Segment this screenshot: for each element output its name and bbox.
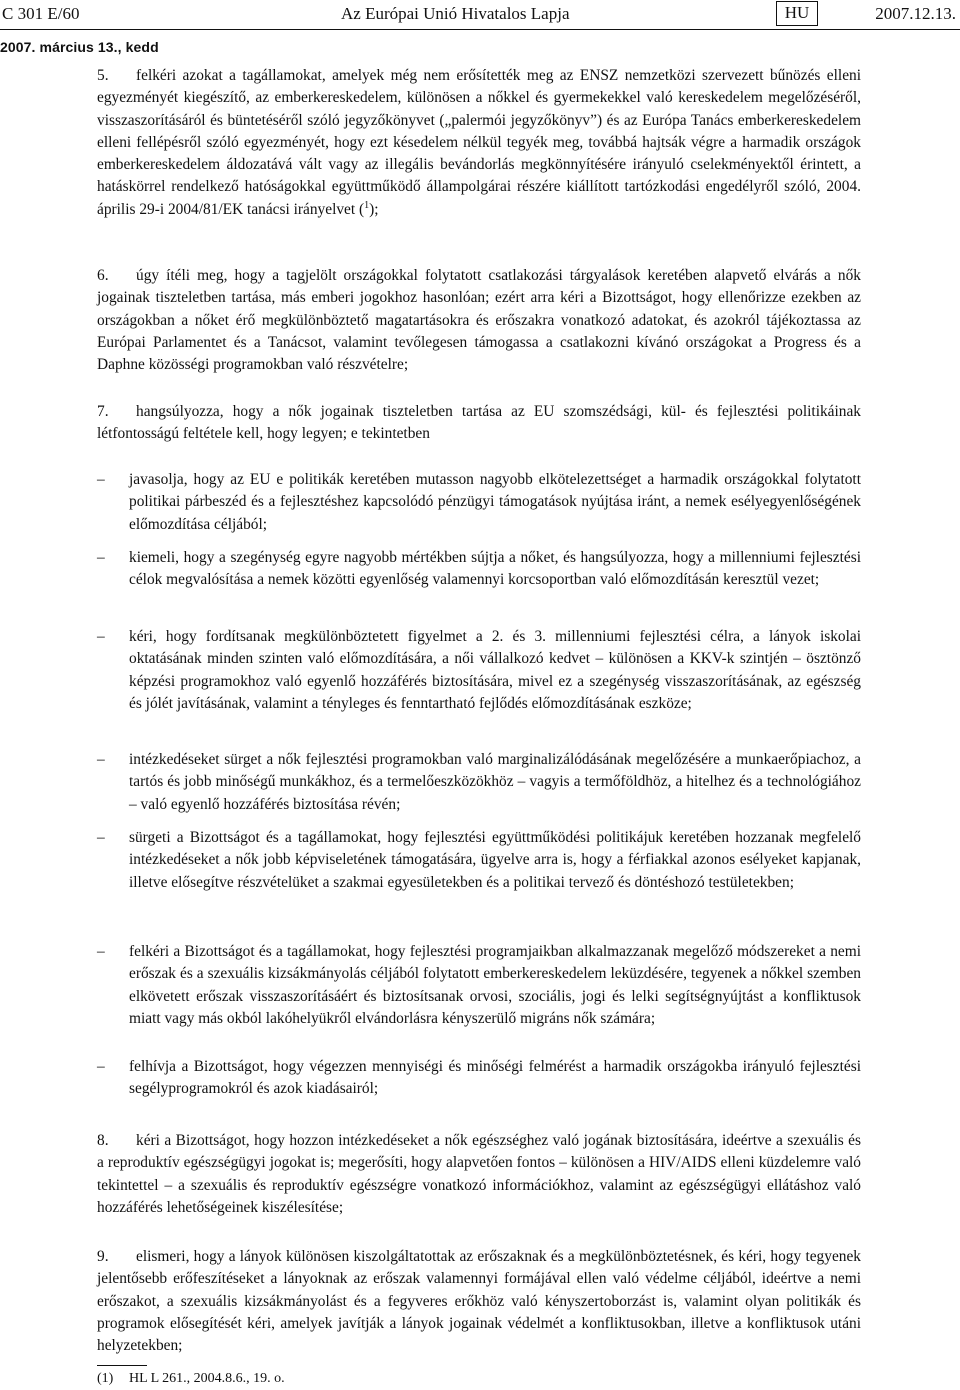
- dash-marker: –: [97, 628, 105, 645]
- language-badge: HU: [776, 1, 818, 26]
- paragraph-text: kéri a Bizottságot, hogy hozzon intézkedéseket a nők egészséghez való jogának biztosítására, ideértve a szexuális és a reproduktív egészségügyi jogokat is; megerősíti, hogy alapvetően fontos – különösen a HIV/AIDS elleni küzdelemre való tekintettel – a szexuális és reproduktív egészségre vonatkozó információkhoz, valamint az egészségügyi ellátáshoz való hozzáférés lehetőségeinek kiszélesítése;: [97, 1132, 861, 1216]
- paragraph-number: 5.: [97, 67, 109, 84]
- paragraph-text: úgy ítéli meg, hogy a tagjelölt országokkal folytatott csatlakozási tárgyalások keretében alapvető elvárás a nők jogainak tiszteletben tartása, más emberi jogokhoz hasonlóan; ezért arra kéri a Bizottságot, hogy ellenőrizze ezekben az országokban a nőket érő megkülönböztető magatartásokra és erőszakra vonatkozó adatokat, és azokról tájékoztassa az Európai Parlamentet és a Tanácsot, valamint tevőlegesen támogassa a csatlakozni kívánó országokat a Progress és a Daphne közösségi programokban való részvételre;: [97, 267, 861, 374]
- paragraph-5: [97, 65, 861, 221]
- paragraph-number: 9.: [97, 1248, 109, 1265]
- dash-item: [97, 547, 861, 592]
- dash-item: [97, 1056, 861, 1101]
- session-date: 2007. március 13., kedd: [0, 39, 159, 55]
- paragraph-tail: );: [369, 200, 379, 218]
- footnote-text: HL L 261., 2004.8.6., 19. o.: [129, 1371, 285, 1386]
- paragraph-7: [97, 401, 861, 446]
- paragraph-8: [97, 1130, 861, 1219]
- dash-marker: –: [97, 549, 105, 566]
- dash-marker: –: [97, 751, 105, 768]
- dash-marker: –: [97, 471, 105, 488]
- paragraph-9: [97, 1246, 861, 1357]
- oj-reference: C 301 E/60: [2, 4, 80, 23]
- dash-marker: –: [97, 943, 105, 960]
- paragraph-number: 6.: [97, 267, 109, 284]
- dash-text: felhívja a Bizottságot, hogy végezzen mennyiségi és minőségi felmérést a harmadik országokba irányuló fejlesztési segélyprogramokról és azok kiadásairól;: [129, 1058, 861, 1098]
- header-rule: [0, 29, 960, 30]
- paragraph-text: hangsúlyozza, hogy a nők jogainak tiszteletben tartása az EU szomszédsági, kül- és fejlesztési politikáinak létfontosságú feltétele kell, hogy legyen; e tekintetben: [97, 403, 861, 443]
- paragraph-text: elismeri, hogy a lányok különösen kiszolgáltatottak az erőszaknak és a megkülönböztetésnek, és kéri, hogy tegyenek jelentősebb erőfeszítéseket a lányoknak az erőszak valamennyi formájával ellen való védelme céljából, ideértve a nemi erőszakot, a szexuális kizsákmányolást és a fegyveres erőkhöz való kényszertoborzást is, valamint olyan politikák és programok elősegítését kéri, amelyek javítják a lányok jogainak védelmét a konfliktusokban, illetve a konfliktusok utáni helyzetekben;: [97, 1248, 861, 1355]
- dash-marker: –: [97, 1058, 105, 1075]
- dash-text: felkéri a Bizottságot és a tagállamokat, hogy fejlesztési programjaikban alkalmazzanak megelőző módszereket a nemi erőszak és a szexuális kizsákmányolás céljából folytatott emberkereskedelem leküzdésére, tegyenek a nőkkel szemben elkövetett erőszak visszaszorításáért és biztosítsanak orvosi, szociális, jogi és lelki segítségnyújtást a konfliktusok miatt vagy más okból lakóhelyükről elvándorlásra kényszerülő migráns nők számára;: [129, 943, 861, 1027]
- dash-item: [97, 827, 861, 894]
- paragraph-6: [97, 265, 861, 376]
- dash-text: kiemeli, hogy a szegénység egyre nagyobb mértékben sújtja a nőket, és hangsúlyozza, hogy a millenniumi fejlesztési célok megvalósítása a nemek közötti egyenlőség valamennyi korcsoportban való előmozdításán keresztül vezet;: [129, 549, 861, 589]
- dash-text: javasolja, hogy az EU e politikák keretében mutasson nagyobb elkötelezettséget a harmadik országokkal folytatott politikai párbeszéd és a fejlesztéshez kapcsolódó pénzügyi támogatások nyújtása iránt, a nemek esélyegyenlőségének előmozdítása céljából;: [129, 471, 861, 533]
- dash-item: [97, 749, 861, 816]
- dash-marker: –: [97, 829, 105, 846]
- paragraph-number: 7.: [97, 403, 109, 420]
- footnote-ref[interactable]: 1: [364, 199, 370, 211]
- dash-item: [97, 941, 861, 1030]
- footnote-rule: [97, 1365, 147, 1366]
- footnote-number: (1): [97, 1371, 114, 1386]
- journal-title: Az Európai Unió Hivatalos Lapja: [341, 4, 570, 23]
- dash-text: sürgeti a Bizottságot és a tagállamokat, hogy fejlesztési együttműködési politikájuk keretében hozzanak megfelelő intézkedéseket a nők jobb képviseletének támogatására, ügyelve arra is, hogy a férfiakkal azonos esélyeket kapjanak, illetve elősegítve részvételüket a szakmai egyesületekben és a politikai tervező és döntéshozó testületekben;: [129, 829, 861, 891]
- paragraph-text: felkéri azokat a tagállamokat, amelyek még nem erősítették meg az ENSZ nemzetközi szervezett bűnözés elleni egyezményét kiegészítő, az emberkereskedelem, különösen a nőkkel és gyermekekkel való kereskedelem megelőzéséről, visszaszorításáról és büntetéséről szóló jegyzőkönyvet („palermói jegyzőkönyv”) és az Európa Tanács emberkereskedelem elleni fellépésről szóló egyezményét, hogy ezt késedelem nélkül tegyék meg, továbbá hajtsák végre a harmadik országok emberkereskedelem áldozatává vált vagy az illegális bevándorlás megkönnyítésére irányuló cselekményektől érintett, a hatáskörrel rendelkező hatóságokkal együttműködő állampolgárai részére kiállított tartózkodási engedélyről szóló, 2004. április 29-i 2004/81/EK tanácsi irányelvet (: [97, 67, 861, 218]
- publication-date: 2007.12.13.: [875, 4, 956, 23]
- footnote: [97, 1369, 285, 1388]
- page-header: [0, 0, 960, 28]
- dash-text: intézkedéseket sürget a nők fejlesztési programokban való marginalizálódásának megelőzésére a munkaerőpiachoz, a tartós és jobb minőségű munkákhoz, és a termelőeszközökhöz – vagyis a termőföldhöz, a hitelhez és a technológiához – való egyenlő hozzáférés biztosítása révén;: [129, 751, 861, 813]
- paragraph-number: 8.: [97, 1132, 109, 1149]
- dash-item: [97, 469, 861, 536]
- dash-text: kéri, hogy fordítsanak megkülönböztetett figyelmet a 2. és 3. millenniumi fejlesztési célra, a lányok iskolai oktatásának minden szinten való előmozdítására, a női vállalkozó kedvet – különösen a KKV-k szintjén – ösztönző képzési programokhoz való egyenlő hozzáférés biztosítására, mivel ez a szegénység visszaszorításának, az egészség és jólét javításának, valamint a tényleges és fenntartható fejlődés előmozdításának eszköze;: [129, 628, 861, 712]
- dash-item: [97, 626, 861, 715]
